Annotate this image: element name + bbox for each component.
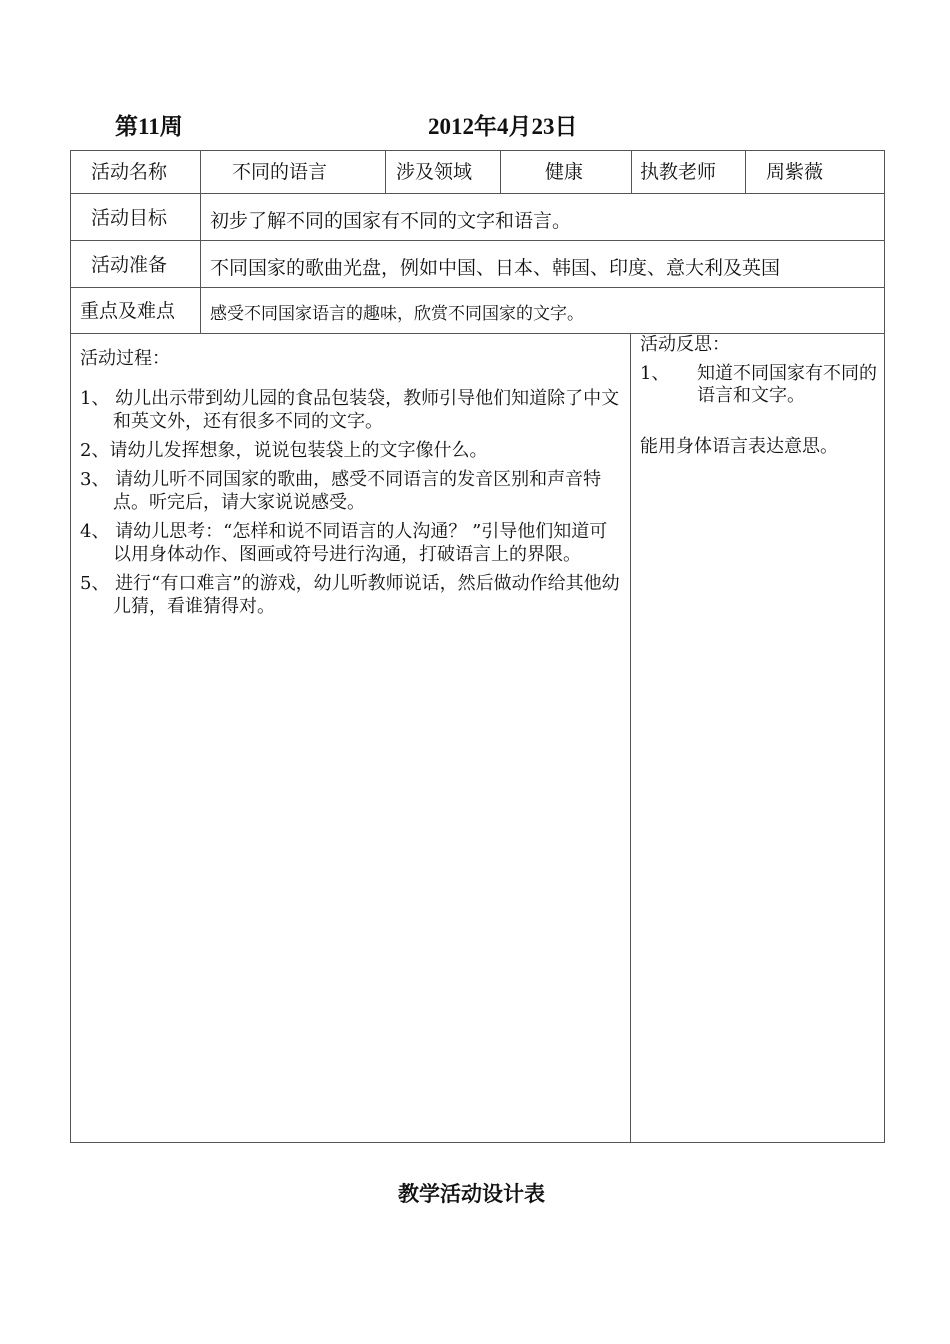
process-step: 3、 请幼儿听不同国家的歌曲，感受不同语言的发音区别和声音特点。听完后，请大家说说感受。	[80, 469, 602, 513]
reflection-item-text: 知道不同国家有不同的语言和文字。	[697, 363, 877, 406]
column-divider	[200, 150, 201, 333]
domain-value: 健康	[545, 161, 584, 183]
process-step: 2、请幼儿发挥想象，说说包装袋上的文字像什么。	[80, 440, 488, 461]
reflection-title: 活动反思：	[640, 334, 730, 355]
column-divider	[385, 150, 386, 193]
process-title: 活动过程：	[80, 348, 170, 369]
reflection-item-number: 1、	[640, 363, 670, 384]
process-step: 5、 进行“有口难言”的游戏，幼儿听教师说话，然后做动作给其他幼儿猜，看谁猜得对。	[80, 573, 620, 617]
row-divider	[70, 333, 885, 334]
goal-value: 初步了解不同的国家有不同的文字和语言。	[210, 210, 572, 232]
activity-name-value: 不同的语言	[232, 161, 328, 183]
row-divider	[70, 240, 885, 241]
goal-label: 活动目标	[91, 207, 168, 229]
focus-value: 感受不同国家语言的趣味，欣赏不同国家的文字。	[210, 304, 584, 324]
date-label: 2012年4月23日	[428, 114, 578, 139]
process-list	[80, 387, 625, 624]
column-divider	[745, 150, 746, 193]
row-divider	[70, 193, 885, 194]
process-step: 4、 请幼儿思考：“怎样和说不同语言的人沟通？ ”引导他们知道可以用身体动作、图画或符号进行沟通，打破语言上的界限。	[80, 521, 608, 565]
teacher-label: 执教老师	[640, 161, 717, 183]
teacher-value: 周紫薇	[766, 161, 824, 183]
activity-name-label: 活动名称	[91, 161, 168, 183]
column-divider	[500, 150, 501, 193]
process-step: 1、 幼儿出示带到幼儿园的食品包装袋，教师引导他们知道除了中文和英文外，还有很多不同的文字。	[80, 388, 620, 432]
prep-label: 活动准备	[91, 254, 168, 276]
column-divider	[630, 333, 631, 1143]
table-border	[70, 150, 885, 1143]
focus-label: 重点及难点	[80, 300, 176, 322]
row-divider	[70, 287, 885, 288]
column-divider	[631, 150, 632, 193]
reflection-extra: 能用身体语言表达意思。	[640, 436, 838, 457]
domain-label: 涉及领域	[396, 161, 473, 183]
footer-title: 教学活动设计表	[398, 1182, 545, 1206]
week-label: 第11周	[115, 114, 183, 139]
prep-value: 不同国家的歌曲光盘，例如中国、日本、韩国、印度、意大利及英国	[210, 257, 781, 279]
